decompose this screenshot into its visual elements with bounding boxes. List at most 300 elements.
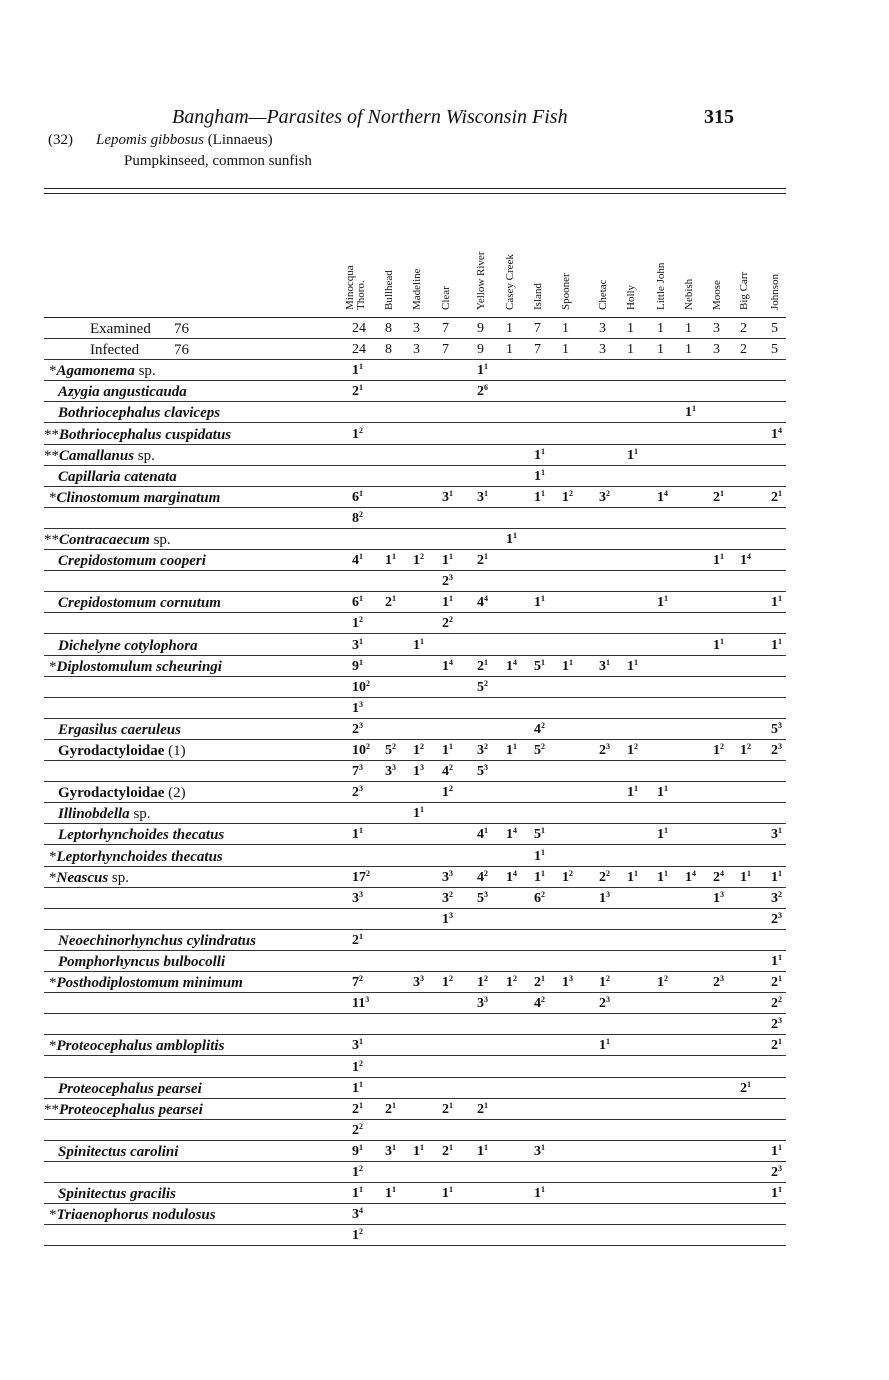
cell-superscript: 1	[359, 1142, 363, 1152]
cell-superscript: 1	[449, 1185, 453, 1195]
table-cell	[477, 975, 488, 991]
cell-superscript: 1	[664, 826, 668, 836]
table-cell	[442, 490, 453, 506]
cell-count: 2	[599, 743, 606, 758]
table-cell	[442, 1102, 453, 1118]
cell-superscript: 3	[359, 763, 363, 773]
cell-superscript: 2	[664, 974, 668, 984]
location-header-line: Thoro.	[355, 280, 367, 310]
table-cell	[352, 511, 363, 527]
cell-superscript: 1	[664, 868, 668, 878]
cell-count: 1	[413, 1143, 420, 1159]
table-cell	[657, 975, 668, 991]
table-top-rule	[44, 188, 786, 189]
cell-count: 6	[352, 595, 359, 611]
cell-count: 1	[477, 1143, 484, 1159]
table-cell	[771, 912, 782, 928]
cell-superscript: 4	[513, 868, 517, 878]
table-row	[44, 951, 786, 972]
cell-count: 2	[771, 1165, 778, 1180]
location-header-line: Johnson	[769, 273, 781, 310]
table-cell	[534, 870, 545, 886]
location-header	[626, 285, 637, 310]
table-cell	[442, 553, 453, 569]
cell-count: 1	[442, 911, 449, 927]
table-cell	[562, 490, 573, 506]
table-row	[44, 803, 786, 824]
cell-count: 3	[771, 890, 778, 906]
table-cell	[599, 659, 610, 675]
table-cell	[657, 827, 668, 843]
summary-label: Examined	[90, 321, 151, 337]
parasite-scientific-name: Neascus	[56, 869, 109, 886]
cell-count: 1	[740, 553, 747, 569]
cell-superscript: 4	[778, 425, 782, 435]
cell-count: 3	[413, 975, 420, 991]
table-cell	[352, 1165, 363, 1181]
table-cell	[506, 827, 517, 843]
parasite-scientific-name: Agamonema	[56, 363, 135, 380]
table-cell	[385, 595, 396, 611]
table-cell	[352, 659, 363, 675]
location-header	[441, 286, 452, 310]
cell-count: 1	[627, 869, 634, 885]
table-cell	[352, 616, 363, 632]
location-header-line: Little John	[655, 262, 667, 310]
parasite-name	[58, 933, 256, 950]
location-header	[533, 283, 544, 310]
location-header	[684, 279, 695, 310]
cell-superscript: 1	[449, 1142, 453, 1152]
cell-count: 1	[740, 869, 747, 885]
table-row	[44, 1183, 786, 1204]
cell-count: 5	[477, 679, 484, 695]
cell-superscript: 1	[449, 594, 453, 604]
cell-count: 1	[352, 1080, 359, 1096]
cell-superscript: 3	[778, 910, 782, 920]
cell-superscript: 1	[720, 636, 724, 646]
cell-count: 2	[442, 574, 449, 590]
cell-superscript: 1	[541, 847, 545, 857]
parasite-scientific-name: Crepidostomum cooperi	[58, 553, 206, 570]
table-cell	[352, 785, 363, 801]
cell-count: 1	[442, 553, 449, 569]
parasite-prefix: *	[49, 658, 57, 675]
table-cell	[534, 743, 545, 759]
parasite-prefix: **	[44, 532, 59, 548]
cell-count: 1	[771, 869, 778, 885]
cell-count: 1	[627, 658, 634, 674]
cell-superscript: 1	[541, 974, 545, 984]
location-header-line: Chetac	[597, 279, 609, 310]
table-cell	[740, 743, 751, 759]
parasite-name	[58, 722, 181, 739]
table-cell	[771, 870, 782, 886]
parasite-scientific-name: Diplostomulum scheuringi	[56, 658, 222, 675]
parasite-name	[49, 849, 223, 866]
cell-count: 4	[442, 764, 449, 780]
table-cell	[740, 553, 751, 569]
summary-cell: 3	[713, 321, 720, 336]
cell-count: 1	[413, 806, 420, 822]
table-cell	[599, 490, 610, 506]
parasite-scientific-name: Leptorhynchoides thecatus	[58, 827, 225, 844]
parasite-scientific-name: Spinitectus gracilis	[58, 1186, 176, 1203]
summary-cell: 9	[477, 342, 484, 358]
parasite-scientific-name: Gyrodactyloidae	[58, 785, 165, 802]
cell-count: 1	[771, 595, 778, 611]
summary-cell: 24	[352, 321, 366, 336]
cell-superscript: 1	[420, 805, 424, 815]
parasite-name	[44, 448, 155, 465]
cell-count: 1	[442, 658, 449, 674]
summary-cell: 7	[534, 321, 541, 336]
parasite-name	[58, 827, 224, 844]
table-cell	[477, 1102, 488, 1118]
cell-count: 1	[534, 869, 541, 885]
parasite-name	[58, 553, 206, 570]
cell-count: 1	[740, 743, 747, 758]
cell-count: 1	[442, 595, 449, 611]
table-cell	[771, 954, 782, 970]
summary-cell: 3	[713, 342, 720, 358]
table-cell	[740, 1081, 751, 1097]
parasite-prefix: *	[49, 869, 57, 886]
table-cell	[534, 448, 545, 464]
cell-count: 2	[771, 911, 778, 927]
parasite-name	[44, 1102, 203, 1119]
cell-count: 3	[477, 743, 484, 758]
cell-superscript: 2	[778, 889, 782, 899]
cell-superscript: 3	[778, 1164, 782, 1173]
parasite-name	[49, 363, 156, 380]
parasite-scientific-name: Proteocephalus ambloplitis	[56, 1038, 225, 1055]
table-cell	[442, 616, 453, 632]
cell-count: 5	[534, 743, 541, 758]
parasite-scientific-name: Camallanus	[59, 447, 135, 464]
cell-superscript: 3	[359, 889, 363, 899]
parasite-scientific-name: Dichelyne cotylophora	[58, 637, 198, 654]
cell-count: 6	[534, 890, 541, 906]
summary-row	[44, 318, 786, 339]
table-cell	[413, 553, 424, 569]
cell-superscript: 2	[359, 1227, 363, 1237]
table-row	[44, 824, 786, 845]
header-bottom-rule	[44, 317, 786, 318]
species-scientific-name: Lepomis gibbosus	[96, 132, 204, 148]
cell-superscript: 1	[449, 488, 453, 498]
cell-superscript: 1	[359, 1079, 363, 1089]
cell-count: 2	[352, 932, 359, 948]
cell-superscript: 3	[606, 889, 610, 899]
table-cell	[352, 1228, 363, 1244]
table-row	[44, 930, 786, 951]
table-cell	[506, 975, 517, 991]
parasite-scientific-name: Proteocephalus pearsei	[58, 1080, 202, 1097]
cell-count: 1	[385, 553, 392, 569]
cell-superscript: 2	[634, 742, 638, 751]
cell-count: 10	[352, 679, 366, 695]
cell-superscript: 4	[513, 826, 517, 836]
cell-superscript: 2	[359, 1164, 363, 1173]
summary-cell: 1	[627, 342, 634, 358]
cell-superscript: 2	[541, 720, 545, 730]
table-cell	[477, 1144, 488, 1160]
cell-count: 5	[385, 743, 392, 758]
table-row	[44, 1078, 786, 1099]
cell-superscript: 2	[606, 974, 610, 984]
cell-count: 1	[506, 532, 513, 547]
summary-cell: 8	[385, 342, 392, 358]
cell-count: 1	[442, 975, 449, 991]
cell-count: 1	[534, 1186, 541, 1202]
table-cell	[771, 427, 782, 443]
table-cell	[599, 743, 610, 759]
table-row	[44, 1225, 786, 1246]
table-cell	[352, 1144, 363, 1160]
cell-count: 5	[534, 827, 541, 843]
cell-superscript: 1	[606, 1037, 610, 1047]
cell-count: 4	[534, 996, 541, 1012]
table-cell	[534, 827, 545, 843]
cell-count: 2	[771, 975, 778, 991]
table-cell	[771, 996, 782, 1012]
parasite-scientific-name: Proteocephalus pearsei	[59, 1101, 203, 1118]
parasite-scientific-name: Contracaecum	[59, 532, 150, 548]
cell-count: 1	[657, 975, 664, 991]
cell-count: 7	[352, 764, 359, 780]
location-header	[476, 252, 487, 310]
parasite-scientific-name: Azygia angusticauda	[58, 384, 187, 401]
cell-count: 2	[477, 1101, 484, 1117]
cell-count: 9	[352, 1143, 359, 1159]
summary-cell: 1	[562, 321, 569, 336]
cell-superscript: 1	[778, 636, 782, 646]
cell-superscript: 2	[420, 742, 424, 751]
table-cell	[413, 764, 424, 780]
cell-superscript: 1	[541, 1185, 545, 1195]
table-cell	[442, 891, 453, 907]
cell-superscript: 3	[359, 784, 363, 794]
cell-superscript: 3	[449, 868, 453, 878]
cell-superscript: 3	[720, 974, 724, 984]
location-header	[505, 254, 516, 310]
cell-superscript: 1	[484, 552, 488, 562]
cell-count: 2	[352, 384, 359, 400]
cell-count: 1	[477, 363, 484, 379]
summary-cell: 9	[477, 321, 484, 336]
cell-superscript: 2	[359, 1058, 363, 1068]
table-cell	[477, 384, 488, 400]
table-cell	[627, 785, 638, 801]
table-cell	[385, 764, 396, 780]
cell-superscript: 4	[664, 488, 668, 498]
cell-superscript: 1	[513, 742, 517, 751]
cell-superscript: 1	[541, 488, 545, 498]
cell-superscript: 1	[778, 488, 782, 498]
cell-superscript: 1	[541, 657, 545, 667]
cell-count: 1	[352, 1228, 359, 1244]
summary-cell: 1	[506, 321, 513, 336]
table-cell	[685, 405, 696, 421]
cell-superscript: 1	[778, 868, 782, 878]
cell-superscript: 1	[692, 404, 696, 414]
cell-count: 2	[385, 1101, 392, 1117]
species-common-name: Pumpkinseed, common sunfish	[124, 153, 312, 169]
cell-count: 1	[562, 869, 569, 885]
cell-superscript: 3	[365, 995, 370, 1005]
table-cell	[562, 975, 573, 991]
table-cell	[534, 490, 545, 506]
cell-count: 1	[534, 468, 541, 484]
cell-superscript: 2	[484, 974, 488, 984]
parasite-scientific-name: Leptorhynchoides thecatus	[56, 848, 223, 865]
cell-count: 1	[534, 848, 541, 864]
table-row	[44, 1035, 786, 1056]
summary-cell: 3	[599, 321, 606, 336]
summary-row	[44, 339, 786, 360]
table-cell	[352, 1102, 363, 1118]
cell-superscript: 1	[359, 594, 363, 604]
cell-count: 1	[713, 743, 720, 758]
parasite-name	[58, 743, 186, 760]
cell-superscript: 1	[359, 362, 363, 372]
cell-superscript: 1	[747, 1079, 751, 1089]
table-cell	[352, 363, 363, 379]
cell-superscript: 2	[449, 974, 453, 984]
cell-superscript: 1	[606, 657, 610, 667]
cell-count: 2	[534, 975, 541, 991]
cell-superscript: 3	[778, 742, 782, 751]
table-row	[44, 1204, 786, 1225]
parasite-scientific-name: Capillaria catenata	[58, 468, 177, 485]
running-title: Bangham—Parasites of Northern Wisconsin Fish	[172, 106, 568, 128]
table-row	[44, 846, 786, 867]
cell-superscript: 4	[449, 657, 453, 667]
summary-cell: 5	[771, 321, 778, 336]
cell-superscript: 4	[747, 552, 751, 562]
cell-superscript: 1	[484, 362, 488, 372]
parasite-scientific-name: Gyrodactyloidae	[58, 743, 165, 759]
table-cell	[385, 1186, 396, 1202]
table-row	[44, 360, 786, 381]
table-cell	[477, 595, 488, 611]
cell-superscript: 2	[392, 742, 396, 751]
table-cell	[413, 743, 424, 759]
location-header-line: Spooner	[560, 273, 572, 310]
location-header-line: Clear	[440, 286, 452, 310]
table-cell	[534, 996, 545, 1012]
cell-superscript: 2	[359, 425, 363, 435]
location-header	[412, 268, 423, 310]
cell-count: 1	[562, 975, 569, 991]
cell-superscript: 1	[359, 383, 363, 393]
cell-superscript: 1	[484, 1142, 488, 1152]
cell-superscript: 2	[541, 889, 545, 899]
table-row	[44, 1141, 786, 1162]
table-cell	[740, 870, 751, 886]
cell-count: 9	[352, 658, 359, 674]
table-cell	[627, 743, 638, 759]
cell-superscript: 1	[634, 784, 638, 794]
cell-superscript: 1	[513, 531, 517, 540]
cell-count: 1	[657, 869, 664, 885]
table-cell	[771, 1144, 782, 1160]
table-row	[44, 719, 786, 740]
parasite-scientific-name: Clinostomum marginatum	[56, 489, 221, 506]
summary-cell: 7	[442, 321, 449, 336]
parasite-name	[49, 490, 220, 507]
table-cell	[352, 1207, 363, 1223]
table-cell	[477, 680, 488, 696]
table-row	[44, 1099, 786, 1120]
table-cell	[352, 743, 370, 759]
parasite-name	[58, 785, 186, 802]
table-cell	[599, 1038, 610, 1054]
summary-cell: 1	[627, 321, 634, 336]
cell-count: 1	[442, 785, 449, 801]
table-cell	[534, 891, 545, 907]
cell-count: 2	[771, 1038, 778, 1054]
table-cell	[352, 490, 363, 506]
parasite-name	[58, 638, 198, 655]
cell-superscript: 2	[449, 889, 453, 899]
cell-count: 1	[599, 975, 606, 991]
table-cell	[771, 490, 782, 506]
cell-count: 1	[657, 489, 664, 505]
cell-count: 2	[771, 1017, 778, 1033]
table-cell	[352, 996, 369, 1012]
cell-superscript: 1	[359, 1185, 363, 1195]
table-cell	[713, 870, 724, 886]
parasite-name	[49, 870, 129, 887]
table-row	[44, 972, 786, 993]
table-cell	[657, 490, 668, 506]
table-cell	[352, 1123, 363, 1139]
table-row	[44, 677, 786, 698]
table-cell	[385, 1102, 396, 1118]
table-cell	[352, 553, 363, 569]
cell-count: 1	[506, 658, 513, 674]
table-row	[44, 761, 786, 782]
cell-count: 1	[685, 405, 692, 421]
table-cell	[506, 870, 517, 886]
cell-count: 1	[657, 827, 664, 843]
table-cell	[352, 827, 363, 843]
table-cell	[771, 722, 782, 738]
table-cell	[352, 933, 363, 949]
table-cell	[599, 870, 610, 886]
cell-count: 1	[713, 553, 720, 569]
parasite-suffix: sp.	[149, 532, 171, 548]
cell-count: 1	[352, 426, 359, 442]
table-cell	[352, 1186, 363, 1202]
cell-superscript: 3	[778, 1016, 782, 1026]
cell-count: 1	[477, 975, 484, 991]
cell-superscript: 4	[692, 868, 696, 878]
cell-superscript: 2	[366, 678, 370, 688]
cell-count: 1	[442, 743, 449, 758]
table-cell	[627, 870, 638, 886]
cell-superscript: 1	[392, 1185, 396, 1195]
cell-count: 1	[685, 869, 692, 885]
parasite-scientific-name: Ergasilus caeruleus	[58, 721, 181, 738]
cell-superscript: 1	[449, 742, 453, 751]
cell-superscript: 1	[359, 1100, 363, 1110]
cell-count: 4	[352, 553, 359, 569]
cell-superscript: 2	[449, 763, 453, 773]
cell-count: 1	[534, 489, 541, 505]
